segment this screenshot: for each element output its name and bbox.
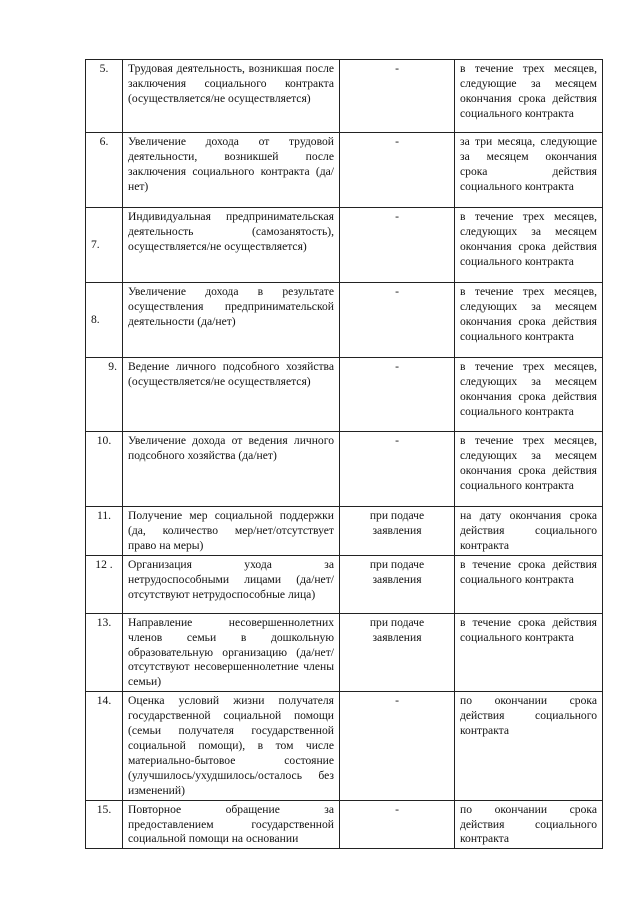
row-number: 7. bbox=[86, 208, 123, 283]
table-row bbox=[86, 507, 603, 556]
indicator-cell: Увеличение дохода от ведения личного подсобного хозяйства (да/нет) bbox=[123, 432, 340, 507]
row-number: 13. bbox=[86, 613, 123, 692]
table-row bbox=[86, 692, 603, 800]
table-row bbox=[86, 613, 603, 692]
period-cell: в течение срока действия социального контракта bbox=[455, 613, 603, 692]
indicator-cell: Направление несовершеннолетних членов семьи в дошкольную образовательную организацию (да/нет/ отсутствуют несовершеннолетние члены семьи) bbox=[123, 613, 340, 692]
indicator-cell: Ведение личного подсобного хозяйства (осуществляется/не осуществляется) bbox=[123, 358, 340, 432]
row-number: 6. bbox=[86, 133, 123, 208]
assessment-cell: - bbox=[340, 133, 455, 208]
table-row bbox=[86, 283, 603, 358]
period-cell: в течение трех месяцев, следующих за месяцем окончания срока действия социального контракта bbox=[455, 208, 603, 283]
period-cell: в течение трех месяцев, следующих за месяцем окончания срока действия социального контракта bbox=[455, 283, 603, 358]
period-cell: в течение трех месяцев, следующие за месяцем окончания срока действия социального контракта bbox=[455, 60, 603, 133]
table-row bbox=[86, 800, 603, 849]
assessment-cell: - bbox=[340, 60, 455, 133]
indicators-table bbox=[85, 59, 603, 849]
indicator-cell: Повторное обращение за предоставлением государственной социальной помощи на основании bbox=[123, 800, 340, 849]
row-number: 5. bbox=[86, 60, 123, 133]
row-number: 11. bbox=[86, 507, 123, 556]
indicator-cell: Увеличение дохода в результате осуществления предпринимательской деятельности (да/нет) bbox=[123, 283, 340, 358]
assessment-cell: - bbox=[340, 358, 455, 432]
assessment-cell: при подаче заявления bbox=[340, 555, 455, 613]
assessment-cell: - bbox=[340, 208, 455, 283]
table-row bbox=[86, 208, 603, 283]
indicator-cell: Оценка условий жизни получателя государственной социальной помощи (семьи получателя государственной социальной помощи), в том числе материально-бытовое состояние (улучшилось/ухудшилось/осталось без изменений) bbox=[123, 692, 340, 800]
indicator-cell: Получение мер социальной поддержки (да, количество мер/нет/отсутствует право на меры) bbox=[123, 507, 340, 556]
assessment-cell: - bbox=[340, 283, 455, 358]
row-number: 10. bbox=[86, 432, 123, 507]
assessment-cell: - bbox=[340, 432, 455, 507]
period-cell: за три месяца, следующие за месяцем окончания срока действия социального контракта bbox=[455, 133, 603, 208]
assessment-cell: - bbox=[340, 800, 455, 849]
row-number: 8. bbox=[86, 283, 123, 358]
indicator-cell: Организация ухода за нетрудоспособными лицами (да/нет/отсутствуют нетрудоспособные лица) bbox=[123, 555, 340, 613]
indicators-table-container bbox=[85, 59, 603, 849]
table-row bbox=[86, 432, 603, 507]
table-row bbox=[86, 358, 603, 432]
period-cell: в течение трех месяцев, следующих за месяцем окончания срока действия социального контракта bbox=[455, 432, 603, 507]
assessment-cell: - bbox=[340, 692, 455, 800]
row-number: 15. bbox=[86, 800, 123, 849]
table-row bbox=[86, 555, 603, 613]
period-cell: по окончании срока действия социального контракта bbox=[455, 692, 603, 800]
period-cell: в течение срока действия социального контракта bbox=[455, 555, 603, 613]
assessment-cell: при подаче заявления bbox=[340, 507, 455, 556]
indicator-cell: Увеличение дохода от трудовой деятельности, возникшей после заключения социального контракта (да/нет) bbox=[123, 133, 340, 208]
assessment-cell: при подаче заявления bbox=[340, 613, 455, 692]
row-number: 9. bbox=[86, 358, 123, 432]
table-row bbox=[86, 60, 603, 133]
indicator-cell: Индивидуальная предпринимательская деятельность (самозанятость), осуществляется/не осуществляется) bbox=[123, 208, 340, 283]
period-cell: в течение трех месяцев, следующих за месяцем окончания срока действия социального контракта bbox=[455, 358, 603, 432]
table-row bbox=[86, 133, 603, 208]
period-cell: на дату окончания срока действия социального контракта bbox=[455, 507, 603, 556]
row-number: 14. bbox=[86, 692, 123, 800]
indicator-cell: Трудовая деятельность, возникшая после заключения социального контракта (осуществляется/не осуществляется) bbox=[123, 60, 340, 133]
period-cell: по окончании срока действия социального контракта bbox=[455, 800, 603, 849]
row-number: 12 . bbox=[86, 555, 123, 613]
